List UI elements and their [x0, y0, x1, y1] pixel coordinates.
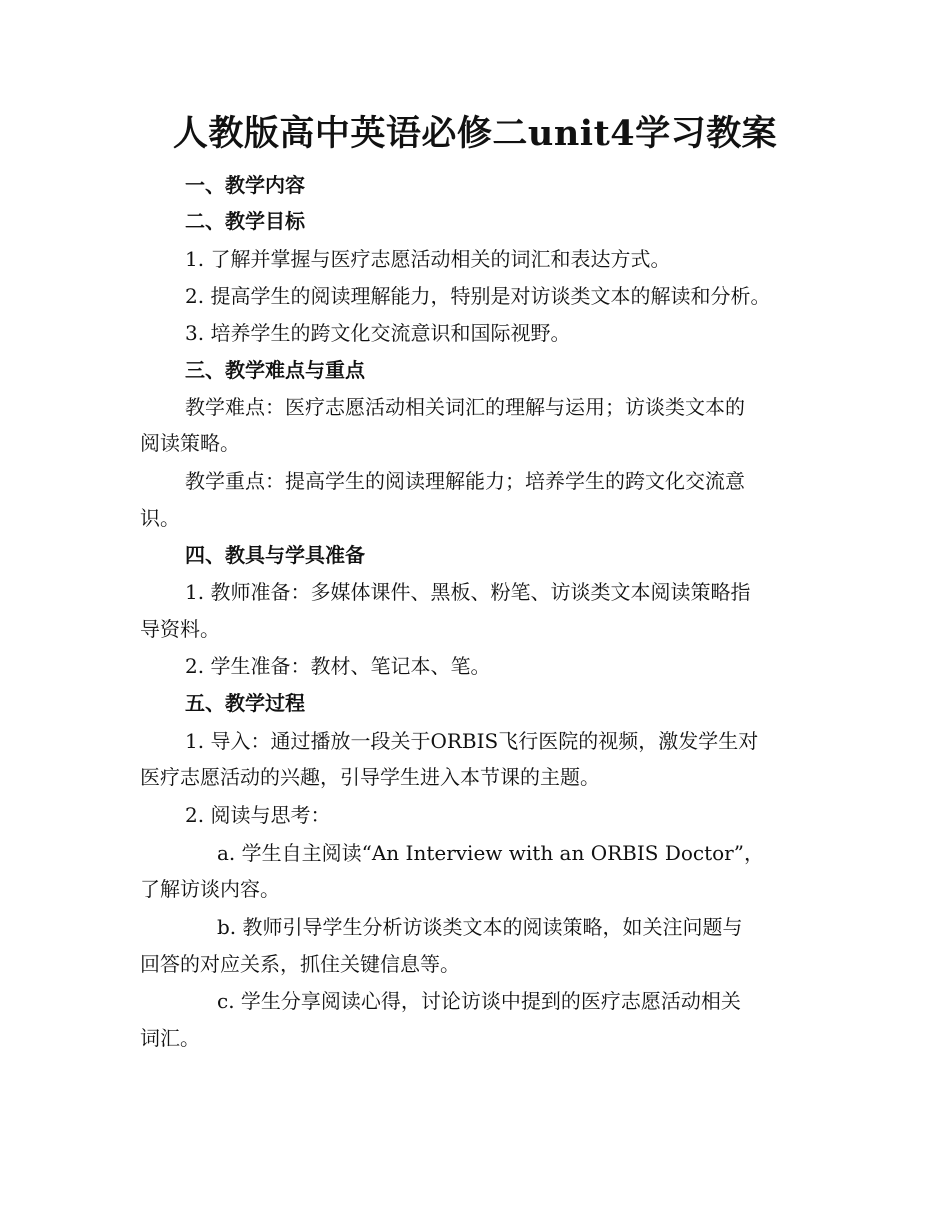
materials-teacher-line-2: 导资料。 — [140, 617, 220, 641]
process-reading-b-line-2: 回答的对应关系，抓住关键信息等。 — [140, 952, 460, 976]
section-heading-process: 五、教学过程 — [185, 691, 305, 715]
process-reading-a-line-1: a. 学生自主阅读“An Interview with an ORBIS Doctor”， — [217, 841, 764, 865]
keypoint-line-2: 识。 — [140, 506, 180, 530]
objective-2: 2. 提高学生的阅读理解能力，特别是对访谈类文本的解读和分析。 — [185, 284, 771, 308]
process-reading-b-line-1: b. 教师引导学生分析访谈类文本的阅读策略，如关注问题与 — [217, 915, 743, 939]
document-title: 人教版高中英语必修二unit4学习教案 — [172, 113, 778, 154]
process-reading-c-line-1: c. 学生分享阅读心得，讨论访谈中提到的医疗志愿活动相关 — [217, 989, 741, 1013]
process-intro-line-2: 医疗志愿活动的兴趣，引导学生进入本节课的主题。 — [140, 765, 600, 789]
difficulty-line-1: 教学难点：医疗志愿活动相关词汇的理解与运用；访谈类文本的 — [185, 395, 745, 419]
process-reading-a-line-2: 了解访谈内容。 — [140, 877, 280, 901]
materials-student: 2. 学生准备：教材、笔记本、笔。 — [185, 654, 491, 678]
section-heading-content: 一、教学内容 — [185, 173, 305, 197]
materials-teacher-line-1: 1. 教师准备：多媒体课件、黑板、粉笔、访谈类文本阅读策略指 — [185, 580, 751, 604]
section-heading-difficulties: 三、教学难点与重点 — [185, 358, 365, 382]
process-reading-c-line-2: 词汇。 — [140, 1026, 200, 1050]
keypoint-line-1: 教学重点：提高学生的阅读理解能力；培养学生的跨文化交流意 — [185, 469, 745, 493]
process-intro-line-1: 1. 导入：通过播放一段关于ORBIS飞行医院的视频，激发学生对 — [185, 729, 759, 753]
process-reading-heading: 2. 阅读与思考： — [185, 803, 331, 827]
objective-3: 3. 培养学生的跨文化交流意识和国际视野。 — [185, 321, 571, 345]
objective-1: 1. 了解并掌握与医疗志愿活动相关的词汇和表达方式。 — [185, 247, 671, 271]
difficulty-line-2: 阅读策略。 — [140, 431, 240, 455]
section-heading-materials: 四、教具与学具准备 — [185, 543, 365, 567]
section-heading-objectives: 二、教学目标 — [185, 209, 305, 233]
